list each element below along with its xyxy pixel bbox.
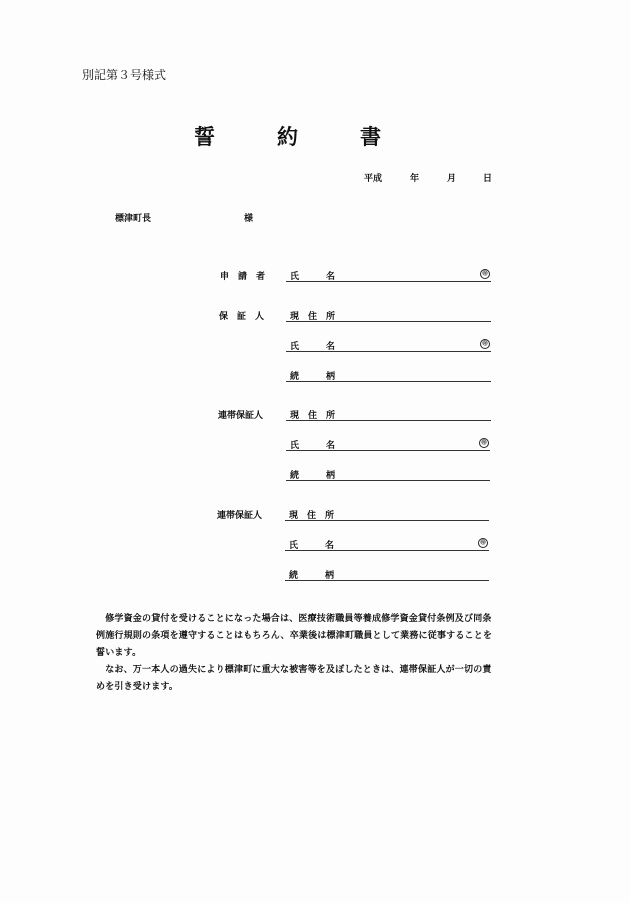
joint-guarantor-1-relation-line[interactable] [286, 480, 490, 481]
guarantor-address-label: 現 住 所 [290, 312, 336, 322]
guarantor-name-label: 氏 名 [290, 342, 336, 352]
guarantor-seal-icon: ㊞ [480, 339, 490, 349]
pledge-paragraph-2: なお、万一本人の過失により標津町に重大な被害等を及ぼしたときは、連帯保証人が一切の責めを引き受けます。 [96, 665, 492, 692]
applicant-name-label: 氏 名 [290, 272, 336, 282]
date-day: 日 [483, 174, 493, 184]
joint-guarantor-1-address-line[interactable] [286, 420, 491, 421]
addressee-honorific: 様 [244, 214, 254, 224]
form-id: 別記第３号様式 [82, 68, 167, 82]
date-year: 年 [410, 174, 420, 184]
pledge-paragraph-1: 修学資金の貸付を受けることになった場合は、医療技術職員等養成修学資金貸付条例及び同条例施行規則の条項を遵守することはもちろん、卒業後は標津町職員として業務に従事することを誓います。 [96, 614, 493, 658]
joint-guarantor-2-address-line[interactable] [285, 520, 489, 521]
joint-guarantor-2-name-label: 氏 名 [289, 541, 335, 551]
joint-guarantor-2-relation-label: 続 柄 [289, 571, 335, 581]
title-char-1: 誓 [194, 125, 215, 149]
pledge-body [96, 611, 496, 696]
joint-guarantor-2-name-line[interactable] [285, 550, 489, 551]
joint-guarantor-1-name-line[interactable] [286, 450, 490, 451]
guarantor-name-line[interactable] [286, 351, 491, 352]
joint-guarantor-2-relation-line[interactable] [285, 580, 489, 581]
joint-guarantor-2-address-label: 現 住 所 [289, 511, 335, 521]
date-month: 月 [447, 174, 457, 184]
guarantor-role: 保 証 人 [219, 312, 265, 322]
applicant-seal-icon: ㊞ [480, 269, 490, 279]
joint-guarantor-1-role: 連帯保証人 [218, 411, 264, 421]
joint-guarantor-1-name-label: 氏 名 [290, 441, 336, 451]
guarantor-relation-line[interactable] [286, 381, 491, 382]
joint-guarantor-1-address-label: 現 住 所 [290, 411, 336, 421]
applicant-name-line[interactable] [286, 281, 491, 282]
joint-guarantor-2-role: 連帯保証人 [217, 511, 263, 521]
guarantor-relation-label: 続 柄 [290, 372, 336, 382]
joint-guarantor-1-seal-icon: ㊞ [479, 438, 489, 448]
joint-guarantor-2-seal-icon: ㊞ [478, 538, 488, 548]
applicant-role: 申 請 者 [220, 272, 266, 282]
addressee-name: 標津町長 [115, 214, 152, 224]
title-char-2: 約 [277, 125, 298, 149]
date-era: 平成 [364, 174, 383, 184]
guarantor-address-line[interactable] [286, 321, 491, 322]
joint-guarantor-1-relation-label: 続 柄 [290, 471, 336, 481]
title-char-3: 書 [360, 125, 381, 149]
